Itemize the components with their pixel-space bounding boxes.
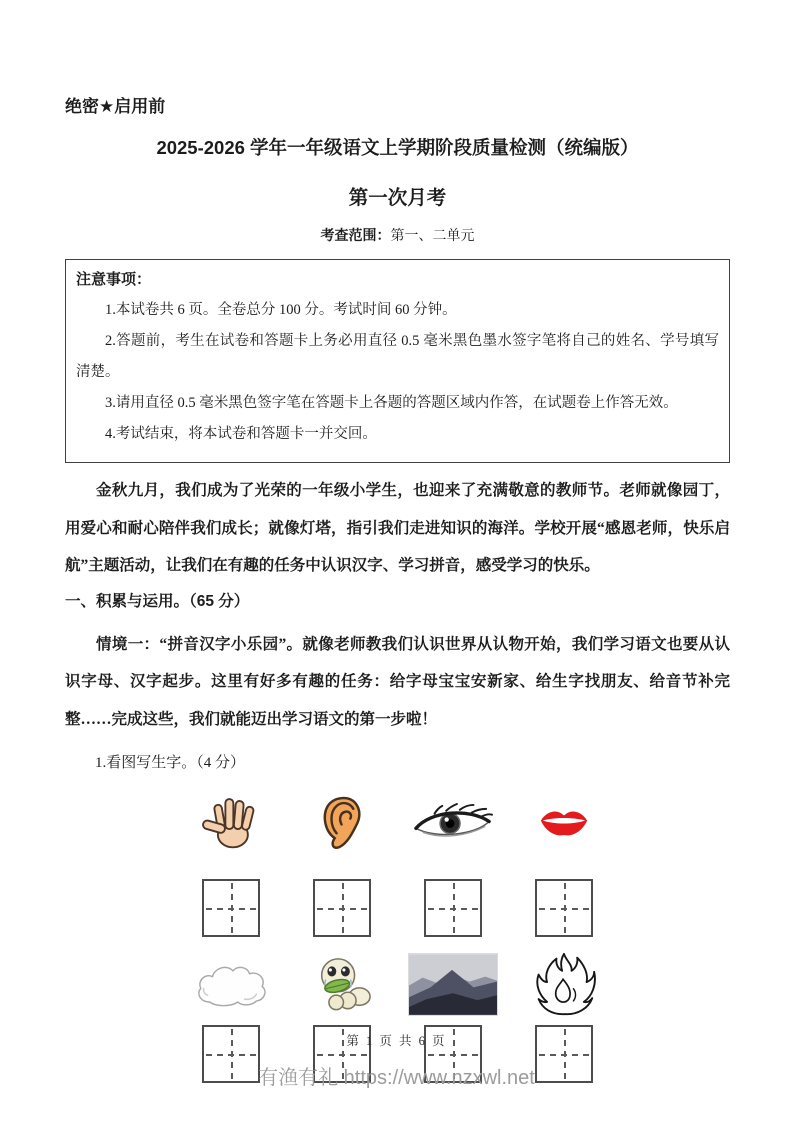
caterpillar-icon [311,954,373,1014]
question1-picture-row-1 [65,792,730,852]
watermark-text: 有渔有礼 https://www.nzxwl.net [258,1067,535,1089]
scope-label: 考查范围： [320,229,391,244]
question1-label: 1.看图写生字。（4 分） [95,755,246,771]
intro-paragraph: 金秋九月，我们成为了光荣的一年级小学生，也迎来了充满敬意的教师节。老师就像园丁，用爱心和耐心陪伴我们成长；就像灯塔，指引我们走进知识的海洋。学校开展“感恩老师，快乐启航”主题活动，让我们在有趣的任务中认识汉字、学习拼音，感受学习的快乐。 [65,482,730,574]
exam-subtitle: 第一次月考 [348,187,447,209]
mouth-icon [538,805,590,840]
notice-item: 1.本试卷共 6 页。全卷总分 100 分。考试时间 60 分钟。 [105,302,457,318]
notice-item: 2.答题前，考生在试卷和答题卡上务必用直径 0.5 毫米黑色墨水签字笔将自己的姓名、学号填写清楚。 [76,333,719,380]
notice-item: 3.请用直径 0.5 毫米黑色签字笔在答题卡上各题的答题区域内作答，在试题卷上作答无效。 [105,395,678,411]
cloud-icon [194,962,268,1007]
section-one-heading: 一、积累与运用。（65 分） [65,592,250,610]
scope-value: 第一、二单元 [390,229,475,244]
tianzige-box [202,879,260,937]
scenario-one-paragraph: 情境一：“拼音汉字小乐园”。就像老师教我们认识世界从认物开始，我们学习语文也要从认识字母、汉字起步。这里有好多有趣的任务：给字母宝宝安新家、给生字找朋友、给音节补完整……完成这些，我们就能迈出学习语文的第一步啦！ [65,635,730,728]
hand-icon [201,796,261,849]
fire-icon [532,951,596,1017]
notice-item: 4.考试结束，将本试卷和答题卡一并交回。 [105,426,377,442]
tianzige-box [424,879,482,937]
tianzige-box [313,879,371,937]
ear-icon [320,794,365,851]
page-number: 第 1 页 共 6 页 [346,1034,447,1048]
tianzige-box [535,879,593,937]
question1-picture-row-2 [65,949,730,1019]
page-title: 2025-2026 学年一年级语文上学期阶段质量检测（统编版） [156,137,639,158]
mountain-photo [408,953,498,1016]
question1-answer-row-1 [65,880,730,936]
notice-heading: 注意事项： [76,271,152,288]
notice-box [65,259,730,463]
classification-banner: 绝密★启用前 [65,97,166,116]
eye-icon [413,803,493,842]
exam-scope [65,228,730,246]
